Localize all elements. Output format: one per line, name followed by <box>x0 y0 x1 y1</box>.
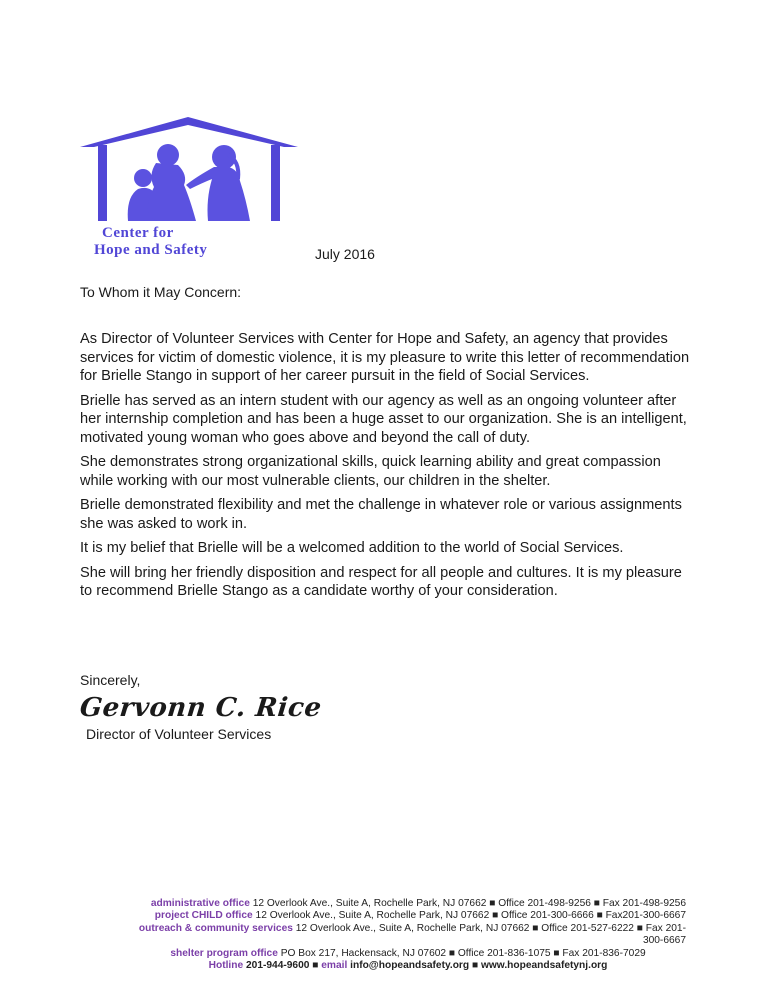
footer-label: Hotline <box>208 960 244 972</box>
body-paragraph: As Director of Volunteer Services with Center for Hope and Safety, an agency that provides services for victim of domestic violence, it is my pleasure to write this letter of recommendation for Brielle Stango in support of her career pursuit in the field of Social Services. <box>80 331 690 384</box>
footer-hotline <box>70 960 686 972</box>
body-paragraph: She demonstrates strong organizational skills, quick learning ability and great compassion while working with our most vulnerable clients, our children in the shelter. <box>80 454 661 489</box>
footer-child-office <box>70 910 686 922</box>
footer-text: 12 Overlook Ave., Suite A, Rochelle Park, NJ 07662 ■ Office 201-300-6666 ■ Fax201-300-6667 <box>252 910 686 922</box>
footer-label: project CHILD office <box>154 910 253 922</box>
footer-admin-office <box>70 898 686 910</box>
logo-text-line1: Center for <box>102 225 174 241</box>
footer-label: shelter program office <box>170 947 278 959</box>
footer-text: PO Box 217, Hackensack, NJ 07602 ■ Office 201-836-1075 ■ Fax 201-836-7029 <box>277 947 646 959</box>
body-paragraph: It is my belief that Brielle will be a welcomed addition to the world of Social Services. <box>80 540 624 556</box>
signature: Gervonn C. Rice <box>78 693 324 723</box>
hotline-number: 201-944-9600 ■ <box>243 960 322 972</box>
body-paragraph: She will bring her friendly disposition and respect for all people and cultures. It is my pleasure to recommend Brielle Stango as a candidate worthy of your consideration. <box>80 564 682 599</box>
footer-shelter-office <box>70 948 686 960</box>
salutation: To Whom it May Concern: <box>80 284 242 300</box>
footer-label: outreach & community services <box>138 922 293 934</box>
logo-text-line2: Hope and Safety <box>94 242 208 258</box>
letter-body <box>80 330 692 607</box>
organization-logo <box>78 115 300 260</box>
contact-email-website: info@hopeandsafety.org ■ www.hopeandsafetynj.org <box>347 960 608 972</box>
letterhead-footer <box>70 898 686 972</box>
footer-text: 12 Overlook Ave., Suite A, Rochelle Park, NJ 07662 ■ Office 201-498-9256 ■ Fax 201-498-9256 <box>249 898 686 909</box>
closing: Sincerely, <box>80 672 141 688</box>
signer-title: Director of Volunteer Services <box>86 726 272 742</box>
footer-text: 300-6667 <box>642 935 686 947</box>
letter-date: July 2016 <box>315 246 375 262</box>
footer-outreach-continued <box>70 935 686 947</box>
footer-text: 12 Overlook Ave., Suite A, Rochelle Park, NJ 07662 ■ Office 201-527-6222 ■ Fax 201- <box>292 922 686 934</box>
footer-outreach-office <box>70 923 686 935</box>
body-paragraph: Brielle has served as an intern student with our agency as well as an ongoing volunteer after her internship completion and has been a huge asset to our organization. She is an intelligent, motivated young woman who goes above and beyond the call of duty. <box>80 392 687 446</box>
body-paragraph: Brielle demonstrated flexibility and met the challenge in whatever role or various assignments she was asked to work in. <box>80 497 682 532</box>
footer-label: email <box>321 960 348 972</box>
footer-label: administrative office <box>150 898 250 909</box>
